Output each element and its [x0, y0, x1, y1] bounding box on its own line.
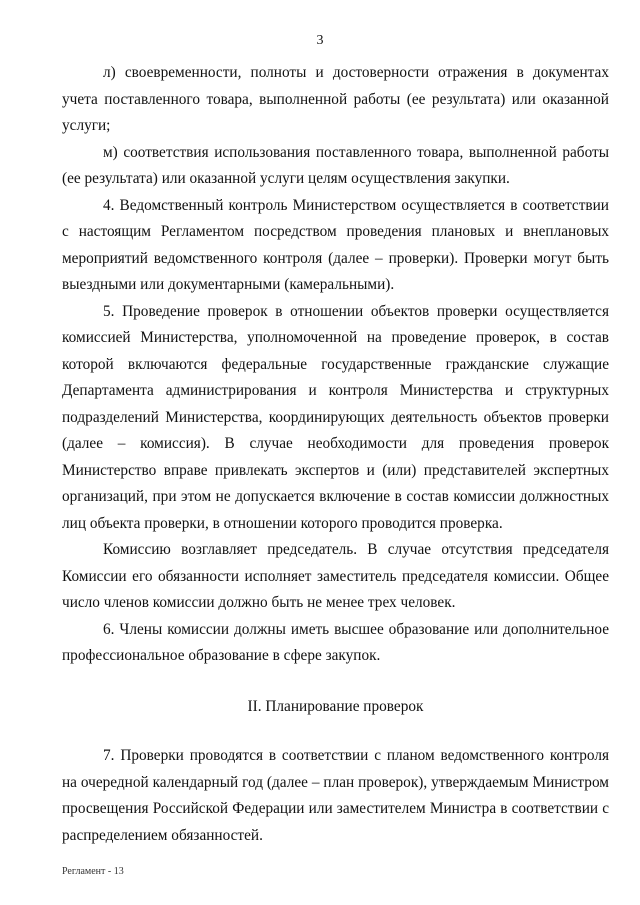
page-number: 3 [316, 33, 324, 48]
paragraph-7: 7. Проверки проводятся в соответствии с планом ведомственного контроля на очередной календарный год (далее – план проверок), утверждаемым Министром просвещения Российской Федерации или заместителем Министра в соответствии с распределением обязанностей. [62, 747, 609, 844]
paragraph-commission-chair: Комиссию возглавляет председатель. В случае отсутствия председателя Комиссии его обязанности исполняет заместитель председателя комиссии. Общее число членов комиссии должно быть не менее трех человек. [62, 541, 609, 611]
paragraph-m: м) соответствия использования поставленного товара, выполненной работы (ее результата) или оказанной услуги целям осуществления закупки. [62, 143, 609, 187]
document-body [62, 60, 609, 849]
paragraph-4: 4. Ведомственный контроль Министерством осуществляется в соответствии с настоящим Регламентом посредством проведения плановых и внеплановых мероприятий ведомственного контроля (далее – проверки). Проверки могут быть выездными или документарными (камеральными). [62, 196, 609, 293]
footer-label: Регламент - 13 [62, 866, 124, 877]
section-heading: II. Планирование проверок [247, 697, 424, 715]
paragraph-6: 6. Члены комиссии должны иметь высшее образование или дополнительное профессиональное образование в сфере закупок. [62, 620, 609, 664]
paragraph-5: 5. Проведение проверок в отношении объектов проверки осуществляется комиссией Министерства, уполномоченной на проведение проверок, в состав которой включаются федеральные государственные гражданские служащие Департамента администрирования и контроля Министерства и структурных подразделений Министерства, координирующих деятельность объектов проверки (далее – комиссия). В случае необходимости для проведения проверок Министерство вправе привлекать экспертов и (или) представителей экспертных организаций, при этом не допускается включение в состав комиссии должностных лиц объекта проверки, в отношении которого проводится проверка. [62, 302, 609, 532]
paragraph-l: л) своевременности, полноты и достоверности отражения в документах учета поставленного товара, выполненной работы (ее результата) или оказанной услуги; [62, 64, 609, 134]
